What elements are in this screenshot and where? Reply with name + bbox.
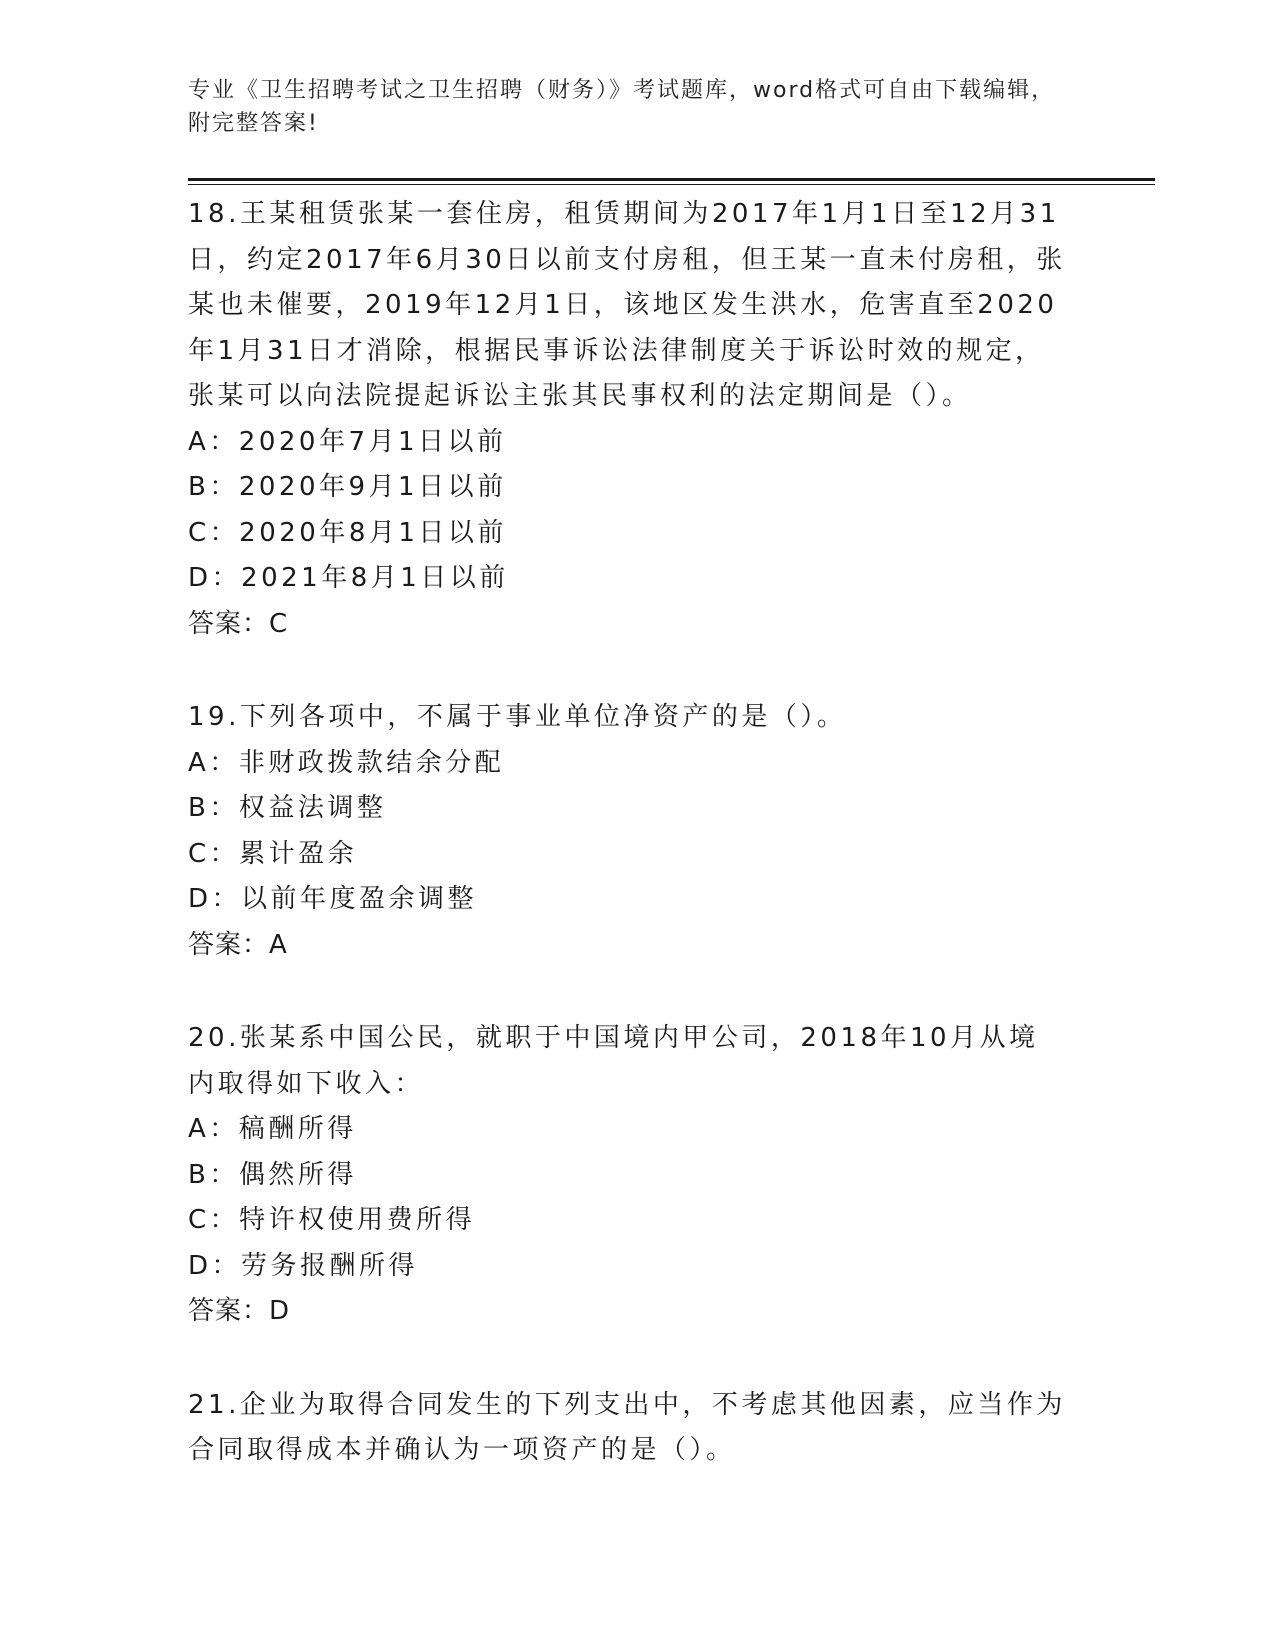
- option-b: B：偶然所得: [188, 1159, 357, 1190]
- option-b: B：权益法调整: [188, 793, 387, 823]
- option-d: D：劳务报酬所得: [188, 1250, 419, 1281]
- document-header: 专业《卫生招聘考试之卫生招聘（财务）》考试题库，word格式可自由下载编辑，附完整答案!: [188, 78, 1056, 136]
- option-d: D：2021年8月1日以前: [188, 563, 509, 593]
- option-b: B：2020年9月1日以前: [188, 472, 507, 502]
- question-21: [188, 1381, 1068, 1474]
- question-list: [188, 190, 1068, 1520]
- option-c: C：2020年8月1日以前: [188, 517, 507, 548]
- question-stem: 21.企业为取得合同发生的下列支出中，不考虑其他因素，应当作为合同取得成本并确认为一项资产的是（）。: [188, 1389, 1066, 1465]
- question-20: [188, 1014, 1068, 1335]
- question-18: [188, 190, 1068, 647]
- answer-line: 答案：D: [188, 1296, 291, 1326]
- option-a: A：2020年7月1日以前: [188, 426, 507, 457]
- question-stem: 18.王某租赁张某一套住房，租赁期间为2017年1月1日至12月31日，约定2017年6月30日以前支付房租，但王某一直未付房租，张某也未催要，2019年12月1日，该地区发生洪水，危害直至2020年1月31日才消除，根据民事诉讼法律制度关于诉讼时效的规定，张某可以向法院提起诉讼主张其民事权利的法定期间是（）。: [188, 199, 1066, 411]
- option-c: C：累计盈余: [188, 838, 358, 869]
- answer-line: 答案：A: [188, 929, 288, 960]
- question-stem: 19.下列各项中，不属于事业单位净资产的是（）。: [188, 702, 847, 732]
- answer-line: 答案：C: [188, 608, 289, 639]
- option-c: C：特许权使用费所得: [188, 1205, 476, 1235]
- option-d: D：以前年度盈余调整: [188, 884, 478, 914]
- option-a: A：非财政拨款结余分配: [188, 747, 505, 778]
- header-divider-thin: [188, 184, 1155, 185]
- question-stem: 20.张某系中国公民，就职于中国境内甲公司，2018年10月从境内取得如下收入：: [188, 1023, 1039, 1099]
- option-a: A：稿酬所得: [188, 1114, 357, 1144]
- question-19: [188, 693, 1068, 968]
- header-divider-thick: [188, 178, 1155, 181]
